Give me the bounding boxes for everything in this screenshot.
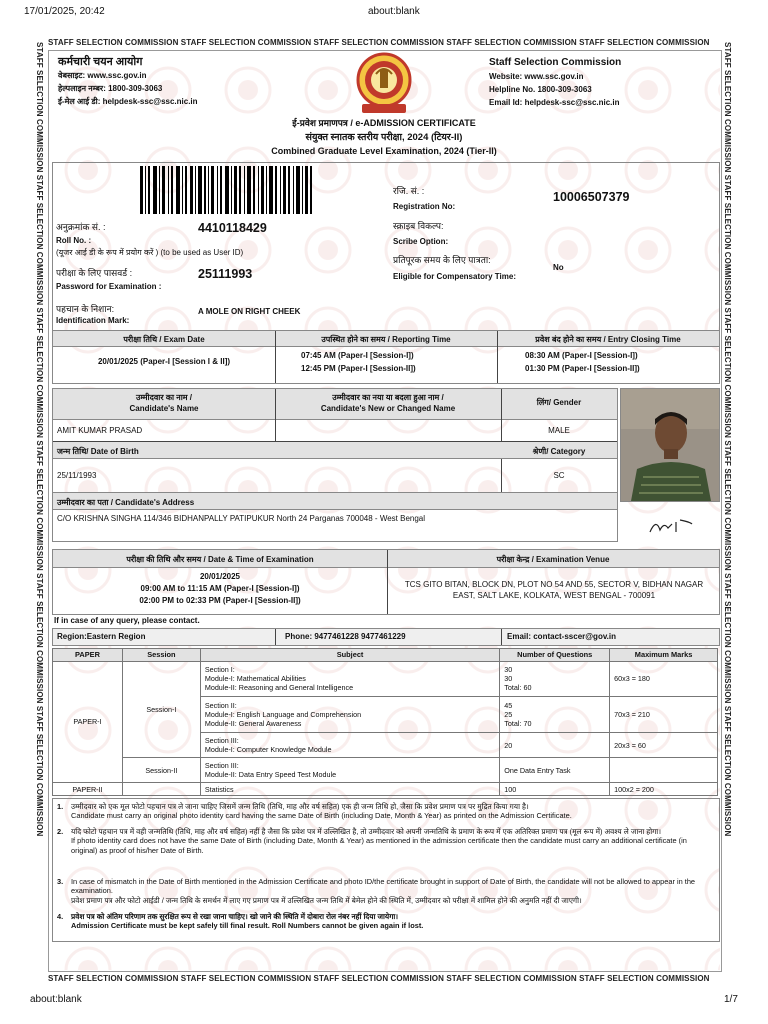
exam-slot-1: 09:00 AM to 11:15 AM (Paper-I [Session-I])	[140, 584, 300, 593]
entry-closing-header: प्रवेश बंद होने का समय / Entry Closing Time	[535, 335, 681, 344]
org-website: Website: www.ssc.gov.in	[489, 72, 584, 81]
exam-slot-2: 02:00 PM to 02:33 PM (Paper-I [Session-II])	[139, 596, 301, 605]
instruction-4: प्रवेश पत्र को अंतिम परिणाम तक सुरक्षित रूप से रखा जाना चाहिए। खो जाने की स्थिति में दोबारा रोल नंबर नहीं दिया जायेगा। Admission Certificate must be kept safely till final result. Roll Numbers cannot be given again if lost.	[71, 912, 424, 931]
org-helpline: Helpline No. 1800-309-3063	[489, 85, 592, 94]
category-header: श्रेणी/ Category	[532, 447, 586, 456]
marks-col-header: Maximum Marks	[610, 649, 718, 662]
gender-header: लिंग/ Gender	[536, 398, 582, 407]
schedule-table	[52, 330, 720, 384]
id-mark-label-hindi: पहचान के निशान:	[56, 304, 115, 314]
instruction-1: उम्मीदवार को एक मूल फोटो पहचान पत्र ले जाना चाहिए जिसमें जन्म तिथि (तिथि, माह और वर्ष सहित) एक ही जन्म तिथि हो, जैसा कि प्रवेश प्रमाण पत्र पर मुद्रित किया गया है। Candidate must carry an original photo identity card having the same Date of Birth (including Date, Month & Year) as printed on the Admission Certificate.	[71, 802, 572, 821]
password-label-english: Password for Examination :	[56, 282, 162, 291]
dob-header: जन्म तिथि/ Date of Birth	[57, 447, 139, 456]
candidate-name: AMIT KUMAR PRASAD	[57, 426, 143, 435]
border-text-right: STAFF SELECTION COMMISSION STAFF SELECTION COMMISSION STAFF SELECTION COMMISSION STAFF SELECTION COMMISSION STAFF SELECTION COMMISSION STAFF SELECTION COMMISSION	[723, 42, 732, 837]
registration-number: 10006507379	[553, 190, 630, 204]
candidate-table	[52, 388, 618, 494]
org-email: Email Id: helpdesk-ssc@ssc.nic.in	[489, 98, 620, 107]
query-header: If in case of any query, please contact.	[54, 616, 200, 625]
org-hindi-name: कर्मचारी चयन आयोग	[58, 56, 143, 68]
instruction-2: यदि फोटो पहचान पत्र में वही जन्मतिथि (तिथि, माह और वर्ष सहित) नहीं है जैसा कि प्रवेश पत्र में उल्लिखित है, तो उम्मीदवार को अपनी जन्मतिथि के प्रमाण के रूप में एक अतिरिक्त प्रमाण पत्र (मूल रूप में) अवश्य ले जाना होगा। If photo identity card does not have the same Date of Birth (including Date, Month & Year) as mentioned in the admission certificate then the candidate must carry an additional certificate (in original) as proof of his/her Date of Birth.	[71, 827, 687, 855]
questions-col-header: Number of Questions	[500, 649, 610, 662]
candidate-dob: 25/11/1993	[57, 471, 97, 480]
reporting-time-header: उपस्थित होने का समय / Reporting Time	[321, 335, 451, 344]
title-exam-english: Combined Graduate Level Examination, 2024 (Tier-II)	[271, 146, 497, 156]
border-text-left: STAFF SELECTION COMMISSION STAFF SELECTION COMMISSION STAFF SELECTION COMMISSION STAFF SELECTION COMMISSION STAFF SELECTION COMMISSION STAFF SELECTION COMMISSION	[35, 42, 44, 837]
query-email: Email: contact-sscer@gov.in	[507, 632, 617, 641]
scribe-label-english: Scribe Option:	[393, 237, 449, 246]
border-text-top: STAFF SELECTION COMMISSION STAFF SELECTION COMMISSION STAFF SELECTION COMMISSION STAFF SELECTION COMMISSION STAFF SELECTION COMMISSION	[48, 38, 710, 47]
address-header: उम्मीदवार का पता / Candidate's Address	[57, 498, 195, 507]
exam-venue-table	[52, 549, 720, 615]
exam-datetime-header: परीक्षा की तिथि और समय / Date & Time of Examination	[126, 555, 314, 564]
reporting-time-1: 07:45 AM (Paper-I [Session-I])	[301, 351, 414, 360]
candidate-category: SC	[553, 471, 565, 480]
org-hindi-email: ई-मेल आई डी: helpdesk-ssc@ssc.nic.in	[58, 97, 198, 106]
query-phone: Phone: 9477461228 9477461229	[285, 632, 406, 641]
candidate-signature	[620, 502, 718, 544]
query-contacts	[52, 628, 720, 646]
title-admission: ई-प्रवेश प्रमाणपत्र / e-ADMISSION CERTIFICATE	[292, 118, 476, 128]
org-hindi-website: वेबसाइट: www.ssc.gov.in	[58, 71, 147, 80]
query-region: Region:Eastern Region	[57, 632, 146, 641]
instructions-box: 1. उम्मीदवार को एक मूल फोटो पहचान पत्र ले जाना चाहिए जिसमें जन्म तिथि (तिथि, माह और वर्ष सहित) एक ही जन्म तिथि हो, जैसा कि प्रवेश प्रमाण पत्र पर मुद्रित किया गया है। Candidate must carry an original photo identity card having the same Date of Birth (including Date, Month & Year) as printed on the Admission Certificate. 2. यदि फोटो पहचान पत्र में वही जन्मतिथि (तिथि, माह और वर्ष सहित) नहीं है जैसा कि प्रवेश पत्र में उल्लिखित है, तो उम्मीदवार को अपनी जन्मतिथि के प्रमाण के रूप में एक अतिरिक्त प्रमाण पत्र (मूल रूप में) अवश्य ले जाना होगा। If photo identity card does not have the same Date of Birth (including Date, Month & Year) as mentioned in the admission certificate then the candidate must carry an additional certificate (in original) as proof of his/her Date of Birth. 3. In case of mismatch in the Date of Birth mentioned in the Admission Certificate and photo ID/the certificate brought in support of Date of Birth, the candidate will not be allowed to appear in the examination. प्रवेश प्रमाण पत्र और फोटो आईडी / जन्म तिथि के समर्थन में लाए गए प्रमाण पत्र में उल्लिखित जन्म तिथि में बेमेल होने की स्थिति में, उम्मीदवार को परीक्षा में शामिल होने की अनुमति नहीं दी जाएगी। 4. प्रवेश पत्र को अंतिम परिणाम तक सुरक्षित रूप से रखा जाना चाहिए। खो जाने की स्थिति में दोबारा रोल नंबर नहीं दिया जायेगा। Admission Certificate must be kept safely till final result. Roll Numbers cannot be given again if lost.	[52, 798, 720, 942]
candidate-name-header-english: Candidate's Name	[129, 404, 199, 413]
session-2-cell: Session-II	[122, 758, 200, 783]
instruction-3: In case of mismatch in the Date of Birth mentioned in the Admission Certificate and photo ID/the certificate brought in support of Date of Birth, the candidate will not be allowed to appear in the examination. प्रवेश प्रमाण पत्र और फोटो आईडी / जन्म तिथि के समर्थन में लाए गए प्रमाण पत्र में उल्लिखित जन्म तिथि में बेमेल होने की स्थिति में, उम्मीदवार को परीक्षा में शामिल होने की अनुमति नहीं दी जाएगी।	[71, 877, 696, 905]
exam-password: 25111993	[198, 267, 253, 281]
roll-label-hindi: अनुक्रमांक सं. :	[56, 222, 106, 232]
exam-date: 20/01/2025	[199, 572, 241, 581]
roll-number: 4410118429	[198, 221, 267, 235]
print-page-count: 1/7	[724, 994, 738, 1005]
registration-label-hindi: रजि. सं. :	[393, 186, 425, 196]
closing-time-1: 08:30 AM (Paper-I [Session-I])	[525, 351, 638, 360]
reporting-time-2: 12:45 PM (Paper-I [Session-II])	[301, 364, 416, 373]
paper-2-cell: PAPER-II	[53, 783, 123, 796]
roll-label-english: Roll No. :	[56, 236, 92, 245]
compensatory-label-english: Eligible for Compensatory Time:	[393, 272, 516, 281]
paper-table: PAPER Session Subject Number of Questions Maximum Marks PAPER-I Session-I Section I: Module-I: Mathematical Abilities Module-II: Reasoning and General Intelligence 30 30 Total: 60 60x3 = 180 Section II: Module-I: English Language and Comprehension Module-II: General Awareness 45 25 Total: 70 70x3 = 210 Section III: Module-I: Computer Knowledge Module 20 20x3 = 60 Session-II Section III: Module-II: Data Entry Speed Test Module One Data Entry Task PAPER-II Statistics 100 100x2 = 200	[52, 648, 718, 796]
compensatory-value: No	[553, 263, 564, 272]
registration-label-english: Registration No:	[393, 202, 456, 211]
org-name: Staff Selection Commission	[489, 57, 622, 68]
closing-time-2: 01:30 PM (Paper-I [Session-II])	[525, 364, 640, 373]
ssc-emblem	[352, 52, 416, 114]
new-name-header-english: Candidate's New or Changed Name	[320, 404, 456, 413]
print-datetime: 17/01/2025, 20:42	[24, 6, 105, 17]
password-label-hindi: परीक्षा के लिए पासवर्ड :	[56, 268, 133, 278]
border-text-bottom: STAFF SELECTION COMMISSION STAFF SELECTION COMMISSION STAFF SELECTION COMMISSION STAFF SELECTION COMMISSION STAFF SELECTION COMMISSION	[48, 974, 710, 983]
org-hindi-helpline: हेल्पलाइन नम्बर: 1800-309-3063	[58, 84, 163, 93]
subject-col-header: Subject	[200, 649, 499, 662]
exam-venue-header: परीक्षा केन्द्र / Examination Venue	[496, 555, 610, 564]
address-box	[52, 492, 618, 542]
roll-user-id-note: (यूजर आई डी के रूप में प्रयोग करें ) (to be used as User ID)	[56, 248, 244, 257]
candidate-photo	[620, 388, 720, 502]
barcode	[140, 166, 312, 214]
paper-1-cell: PAPER-I	[53, 661, 123, 783]
paper-2-subject: Statistics	[200, 783, 499, 796]
compensatory-label-hindi: प्रतिपूरक समय के लिए पात्रता:	[393, 255, 491, 265]
session-col-header: Session	[122, 649, 200, 662]
table-row: Section II: Module-I: English Language and Comprehension Module-II: General Awareness	[200, 697, 499, 733]
exam-venue: TCS GITO BITAN, BLOCK DN, PLOT NO 54 AND 55, SECTOR V, BIDHAN NAGAR EAST, SALT LAKE, KOLKATA, WEST BENGAL - 700091	[404, 580, 704, 600]
exam-date-value: 20/01/2025 (Paper-I [Session I & II])	[97, 357, 231, 366]
print-page-title: about:blank	[368, 6, 420, 17]
candidate-name-header-hindi: उम्मीदवार का नाम /	[135, 393, 193, 402]
paper-col-header: PAPER	[53, 649, 123, 662]
candidate-address: C/O KRISHNA SINGHA 114/346 BIDHANPALLY PATIPUKUR North 24 Parganas 700048 - West Bengal	[57, 514, 426, 523]
id-mark-label-english: Identification Mark:	[56, 316, 130, 325]
candidate-gender: MALE	[548, 426, 570, 435]
new-name-header-hindi: उम्मीदवार का नया या बदला हुआ नाम /	[332, 393, 444, 402]
print-footer-url: about:blank	[30, 994, 82, 1005]
title-exam-hindi: संयुक्त स्नातक स्तरीय परीक्षा, 2024 (टियर-II)	[305, 132, 463, 143]
id-mark-value: A MOLE ON RIGHT CHEEK	[198, 307, 301, 316]
exam-date-header: परीक्षा तिथि / Exam Date	[123, 335, 205, 344]
table-row: Section I: Module-I: Mathematical Abilities Module-II: Reasoning and General Intelligence	[200, 661, 499, 697]
scribe-label-hindi: स्क्राइब विकल्प:	[393, 221, 444, 231]
session-1-cell: Session-I	[122, 661, 200, 758]
table-row: Section III: Module-II: Data Entry Speed Test Module	[200, 758, 499, 783]
table-row: Section III: Module-I: Computer Knowledge Module	[200, 732, 499, 757]
